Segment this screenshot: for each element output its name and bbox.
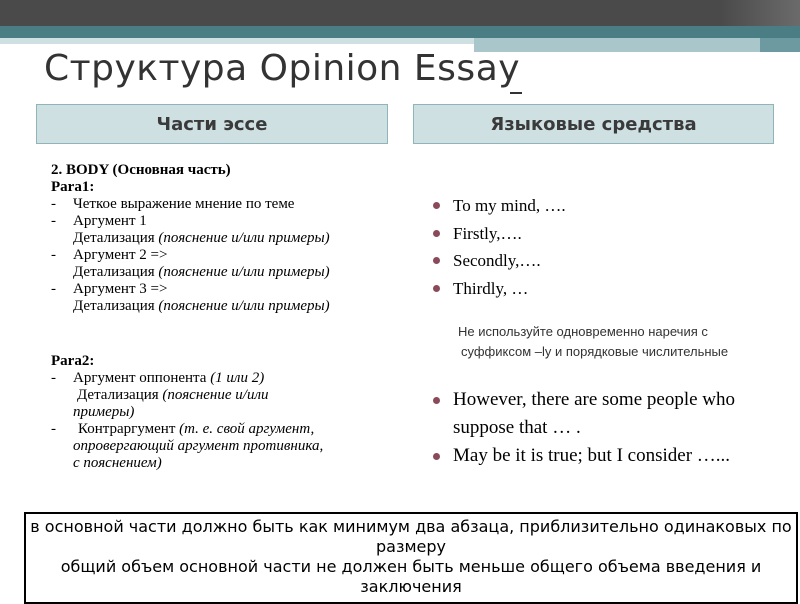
para1-label: Para1: [51,179,95,195]
list-item: Firstly,…. [431,220,791,248]
essay-parts-column [51,162,391,472]
list-item: - Аргумент 3 => Детализация (пояснение и/или примеры) [51,281,330,314]
list-item: - Аргумент 2 => Детализация (пояснение и/или примеры) [51,247,330,280]
top-decor-fade [720,0,800,26]
header-language-means: Языковые средства [413,104,774,144]
list-item: - Четкое выражение мнение по теме [51,196,295,212]
requirement-line: общий объем основной части не должен быть меньше общего объема введения и заключения [60,557,762,596]
list-item: May be it is true; but I consider …... [431,442,791,470]
top-decor-bar [0,0,800,26]
title-underline [510,92,522,94]
para2-label: Para2: [51,353,95,369]
usage-note: Не используйте одновременно наречия с суффиксом –ly и порядковые числительные [458,324,729,359]
slide-title: Структура Opinion Essay [44,48,521,89]
list-item: However, there are some people who suppose that … . [431,386,791,442]
list-item: To my mind, …. [431,192,791,220]
header-essay-parts: Части эссе [36,104,388,144]
requirements-box [24,512,798,604]
list-item: - Контраргумент (т. е. свой аргумент, опровергающий аргумент противника, с пояснением) [51,421,324,471]
teal-band [0,26,800,38]
phrases-list [431,192,791,302]
counter-phrases-list [431,386,791,470]
list-item: Secondly,…. [431,247,791,275]
list-item: - Аргумент 1 Детализация (пояснение и/или примеры) [51,213,330,246]
accent-band-dark [760,38,800,52]
list-item: Детализация (пояснение и/или примеры) [73,387,269,420]
list-item: Thirdly, … [431,275,791,303]
list-item: - Аргумент оппонента (1 или 2) [51,370,265,386]
section-heading: 2. BODY (Основная часть) [51,162,231,178]
accent-band [474,38,800,52]
requirement-line: в основной части должно быть как минимум два абзаца, приблизительно одинаковых по размеру [30,517,792,556]
